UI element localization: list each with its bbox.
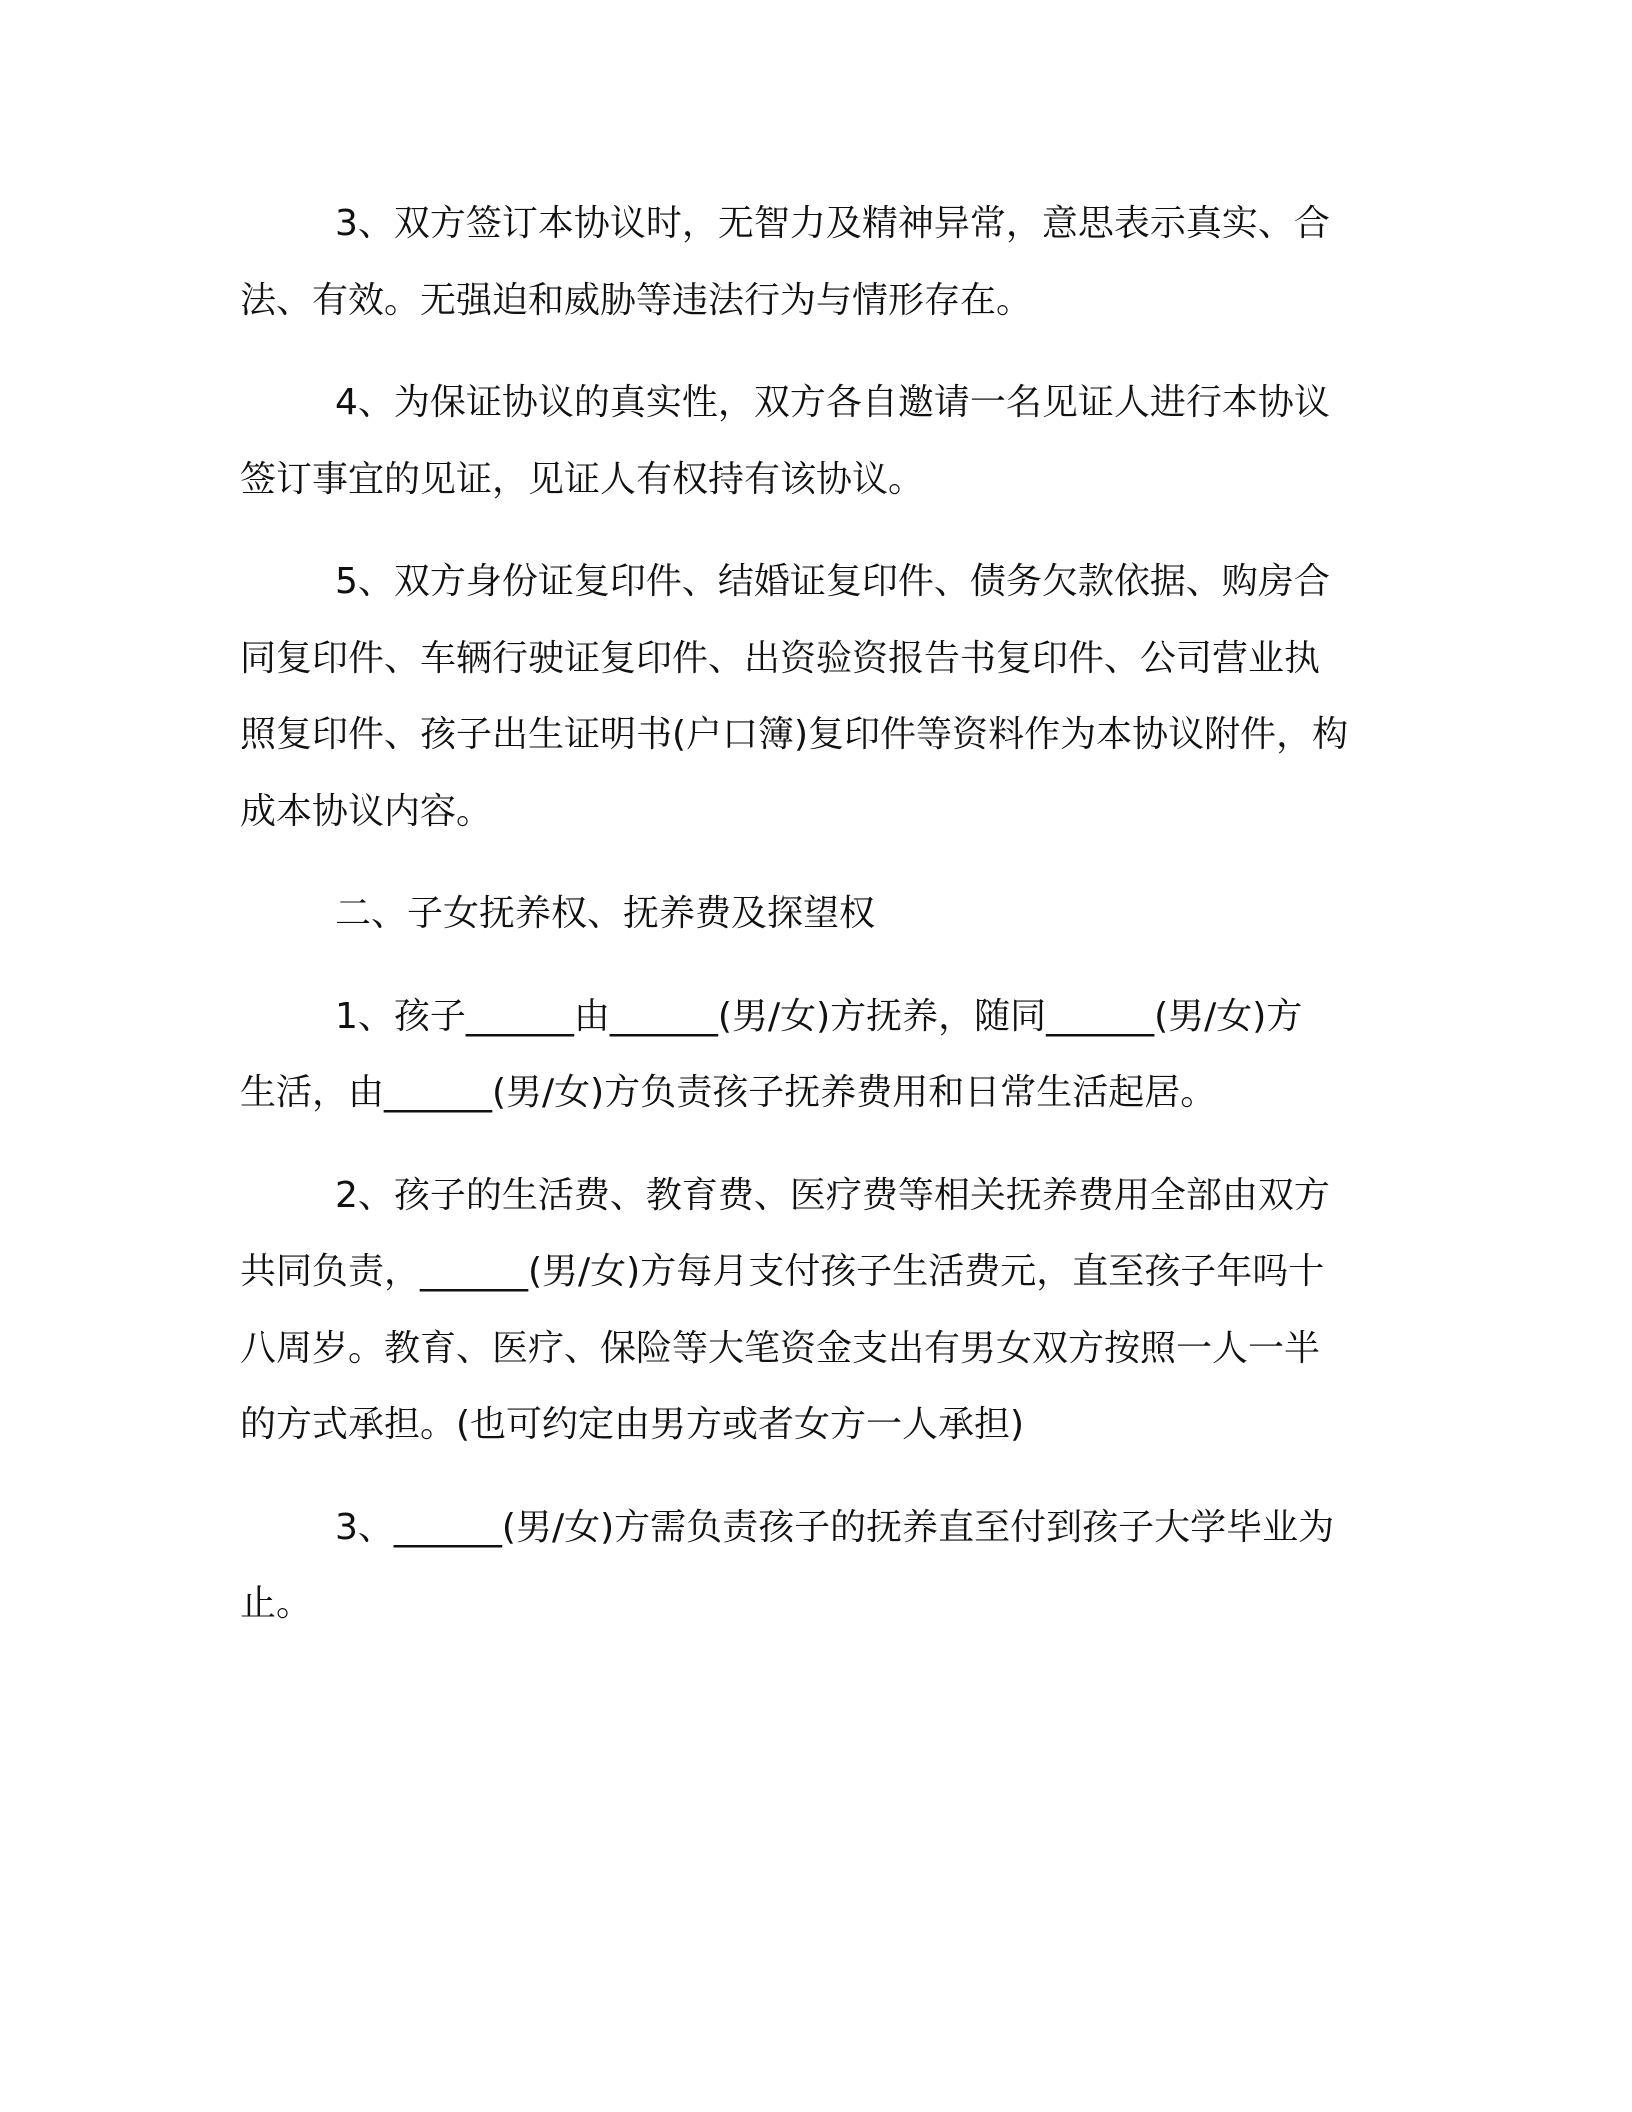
- section-heading-text: 二、子女抚养权、抚养费及探望权: [335, 893, 876, 934]
- paragraph-line: 止。: [240, 1583, 313, 1624]
- paragraph-line: 共同负责，______(男/女)方每月支付孩子生活费元，直至孩子年吗十: [240, 1251, 1325, 1292]
- paragraph-clause-5-attachments: [240, 544, 1390, 850]
- paragraph-line: 的方式承担。(也可约定由男方或者女方一人承担): [240, 1404, 1025, 1445]
- paragraph-custody-1: [240, 979, 1390, 1132]
- paragraph-clause-3-signing: [240, 186, 1390, 339]
- paragraph-clause-4-witness: [240, 365, 1390, 518]
- paragraph-line: 3、双方签订本协议时，无智力及精神异常，意思表示真实、合: [335, 203, 1330, 244]
- paragraph-line: 八周岁。教育、医疗、保险等大笔资金支出有男女双方按照一人一半: [240, 1327, 1321, 1369]
- paragraph-custody-2-fees: [240, 1158, 1390, 1464]
- document-body: [240, 186, 1390, 1669]
- paragraph-line: 5、双方身份证复印件、结婚证复印件、债务欠款依据、购房合: [335, 561, 1330, 602]
- paragraph-line: 2、孩子的生活费、教育费、医疗费等相关抚养费用全部由双方: [335, 1174, 1330, 1216]
- paragraph-line: 同复印件、车辆行驶证复印件、出资验资报告书复印件、公司营业执: [240, 637, 1321, 679]
- section-heading-child-custody: [240, 876, 1390, 953]
- paragraph-line: 1、孩子______由______(男/女)方抚养，随同______(男/女)方: [335, 995, 1303, 1037]
- paragraph-line: 签订事宜的见证，见证人有权持有该协议。: [240, 458, 925, 500]
- paragraph-line: 成本协议内容。: [240, 790, 493, 832]
- paragraph-line: 生活，由______(男/女)方负责孩子抚养费用和日常生活起居。: [240, 1072, 1217, 1113]
- paragraph-line: 3、______(男/女)方需负责孩子的抚养直至付到孩子大学毕业为: [335, 1506, 1335, 1548]
- paragraph-custody-3-education: [240, 1490, 1390, 1643]
- paragraph-line: 法、有效。无强迫和威胁等违法行为与情形存在。: [240, 279, 1033, 321]
- paragraph-line: 照复印件、孩子出生证明书(户口簿)复印件等资料作为本协议附件，构: [240, 714, 1349, 755]
- paragraph-line: 4、为保证协议的真实性，双方各自邀请一名见证人进行本协议: [335, 382, 1330, 423]
